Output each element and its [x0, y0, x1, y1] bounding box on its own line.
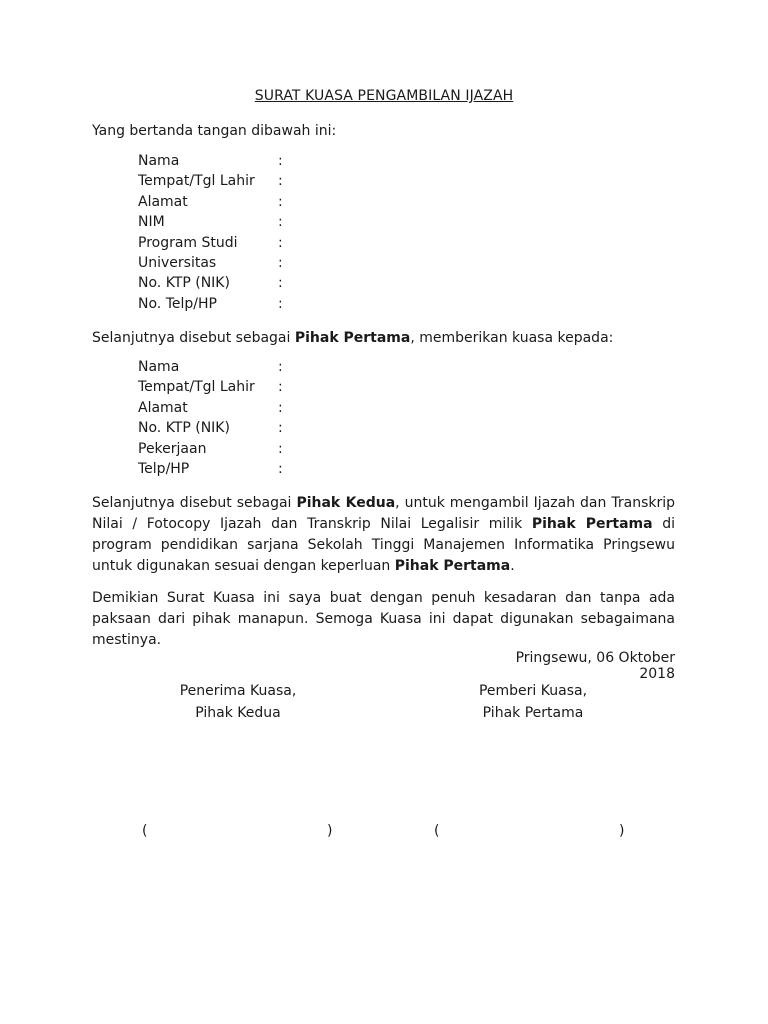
party2-field [138, 459, 283, 479]
party1-field [138, 233, 283, 253]
giver-name-open-paren: ( [434, 823, 440, 839]
party1-field [138, 273, 283, 293]
giver-signature-block [453, 680, 613, 724]
field-label: Tempat/Tgl Lahir [138, 379, 255, 396]
bold-run: Pihak Pertama [394, 558, 511, 574]
field-label: Alamat [138, 193, 188, 210]
field-label: Program Studi [138, 234, 238, 251]
field-label: Nama [138, 153, 180, 169]
party2-field [138, 439, 283, 459]
field-colon: : [278, 254, 283, 271]
field-colon: : [278, 379, 283, 396]
text-run: Selanjutnya disebut sebagai [92, 330, 295, 346]
field-label: Universitas [138, 254, 217, 271]
receiver-title: Penerima Kuasa, [179, 683, 297, 699]
text-run: , memberikan kuasa kepada: [410, 330, 614, 346]
party1-field [138, 212, 283, 232]
text-run: Selanjutnya disebut sebagai [92, 495, 297, 511]
text-run: , untuk mengambil Ijazah dan Transkrip Nilai / Fotocopy Ijazah dan Transkrip Nilai Legalisir milik [92, 495, 676, 532]
party1-field [138, 151, 283, 171]
field-label: Alamat [138, 399, 188, 416]
field-label: NIM [138, 214, 165, 231]
party1-field [138, 192, 283, 212]
text-run: di program pendidikan sarjana Sekolah Tinggi Manajemen Informatika Pringsewu untuk digunakan sesuai dengan keperluan [92, 516, 675, 574]
party2-field [138, 377, 283, 397]
party2-field [138, 398, 283, 418]
giver-name-close-paren: ) [619, 823, 625, 839]
party2-fields [138, 357, 283, 479]
document-title: SURAT KUASA PENGAMBILAN IJAZAH [254, 88, 514, 104]
field-colon: : [278, 460, 283, 477]
field-label: Pekerjaan [138, 440, 207, 457]
bold-run: Pihak Pertama [294, 330, 411, 346]
receiver-name-close-paren: ) [327, 823, 333, 839]
field-colon: : [278, 234, 283, 251]
field-label: No. Telp/HP [138, 295, 217, 312]
text-run: . [510, 558, 515, 574]
giver-title: Pemberi Kuasa, [478, 683, 588, 699]
party1-fields [138, 151, 283, 314]
party1-field [138, 294, 283, 314]
field-colon: : [278, 420, 283, 437]
second-party-paragraph [92, 493, 675, 577]
intro-text: Yang bertanda tangan dibawah ini: [92, 123, 337, 139]
field-label: Tempat/Tgl Lahir [138, 173, 255, 190]
receiver-name-open-paren: ( [142, 823, 148, 839]
party2-field [138, 418, 283, 438]
field-label: Telp/HP [138, 460, 190, 477]
field-label: No. KTP (NIK) [138, 275, 230, 292]
field-colon: : [278, 295, 283, 312]
date-place: Pringsewu, 06 Oktober 2018 [515, 650, 675, 682]
field-colon: : [278, 153, 283, 169]
field-colon: : [278, 214, 283, 231]
first-party-paragraph [92, 328, 675, 349]
receiver-signature-block [158, 680, 318, 724]
party1-field [138, 171, 283, 191]
field-label: No. KTP (NIK) [138, 420, 230, 437]
field-colon: : [278, 275, 283, 292]
party1-field [138, 253, 283, 273]
bold-run: Pihak Pertama [531, 516, 653, 532]
party2-field [138, 357, 283, 377]
giver-party: Pihak Pertama [482, 705, 584, 721]
receiver-party: Pihak Kedua [195, 705, 281, 721]
field-colon: : [278, 359, 283, 375]
field-colon: : [278, 440, 283, 457]
closing-paragraph: Demikian Surat Kuasa ini saya buat dengan penuh kesadaran dan tanpa ada paksaan dari pihak manapun. Semoga Kuasa ini dapat digunakan sebagaimana mestinya. [92, 590, 675, 648]
bold-run: Pihak Kedua [296, 495, 396, 511]
field-colon: : [278, 193, 283, 210]
field-label: Nama [138, 359, 180, 375]
field-colon: : [278, 399, 283, 416]
field-colon: : [278, 173, 283, 190]
